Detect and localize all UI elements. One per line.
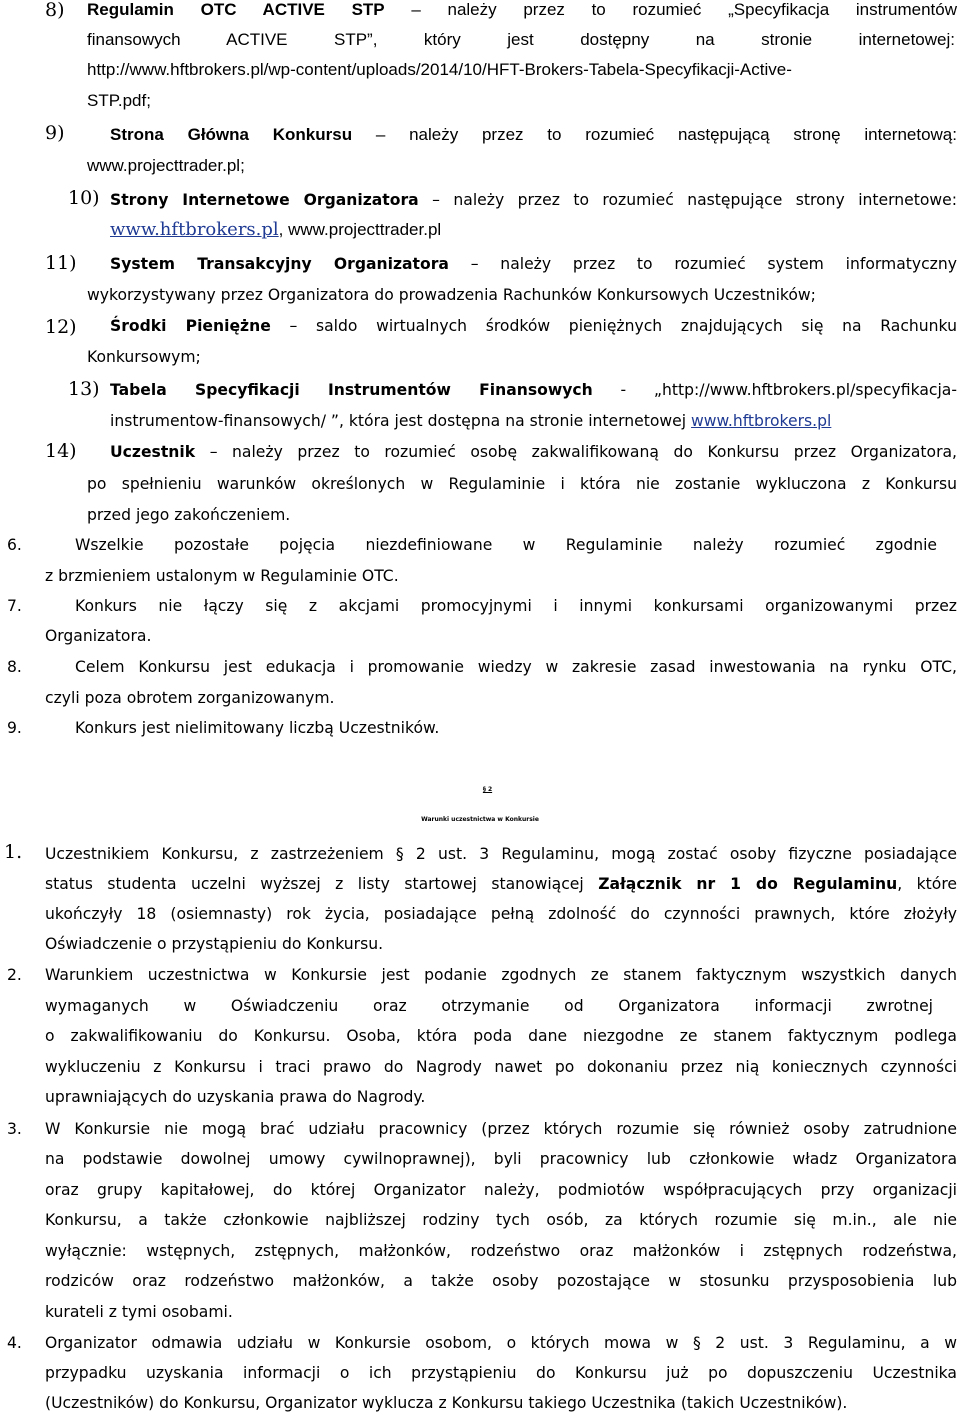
point-line: z brzmieniem ustalonym w Regulaminie OTC. [45,567,399,585]
def-term: Środki Pieniężne [110,317,271,335]
def-term: Tabela Specyfikacji Instrumentów Finansowych [110,381,593,399]
attachment-reference: Załącznik nr 1 do Regulaminu [598,875,898,893]
def-line: instrumentow-finansowych/ ”, która jest dostępna na stronie internetowej www.hftbrokers.pl [110,412,832,430]
def-number: 13) [68,378,100,400]
point-line: Oświadczenie o przystąpieniu do Konkursu. [45,935,384,953]
def-number: 14) [45,440,77,462]
point-number: 1. [4,841,23,863]
def-term: Regulamin OTC ACTIVE STP [87,0,385,19]
def-url: http://www.hftbrokers.pl/wp-content/uploads/2014/10/HFT-Brokers-Tabela-Specyfikacji-Active- [87,60,792,79]
def-line: System Transakcyjny Organizatora – należy przez to rozumieć system informatyczny [110,255,957,273]
def-line: Strony Internetowe Organizatora – należy przez to rozumieć następujące strony internetowe: [110,191,957,209]
def-line: Regulamin OTC ACTIVE STP – należy przez to rozumieć „Specyfikacja instrumentów [87,0,957,19]
point-line: oraz grupy kapitałowej, do której Organizator należy, podmiotów współpracujących przy organizacji [45,1181,957,1199]
point-line: kurateli z tymi osobami. [45,1303,233,1321]
point-number: 8. [7,658,22,676]
def-line: Środki Pieniężne – saldo wirtualnych środków pieniężnych znajdujących się na Rachunku [110,317,957,335]
def-line: Tabela Specyfikacji Instrumentów Finansowych - „http://www.hftbrokers.pl/specyfikacja- [110,381,957,399]
point-line: o zakwalifikowaniu do Konkursu. Osoba, która poda dane niezgodne ze stanem faktycznym podlega [45,1027,957,1045]
def-term: System Transakcyjny Organizatora [110,255,449,273]
def-line: www.hftbrokers.pl, www.projecttrader.pl [110,219,442,240]
point-line: Warunkiem uczestnictwa w Konkursie jest podanie zgodnych ze stanem faktycznym wszystkich danych [45,966,957,984]
hftbrokers-link[interactable]: www.hftbrokers.pl [691,412,832,430]
point-line: status studenta uczelni wyższej z listy startowej stanowiącej Załącznik nr 1 do Regulaminu, które [45,875,957,893]
point-line: Konkurs jest nielimitowany liczbą Uczestników. [75,719,440,737]
point-line: rodziców oraz rodzeństwo małżonków, a także osoby pozostające w stosunku przysposobienia lub [45,1272,957,1290]
point-line: Celem Konkursu jest edukacja i promowanie wiedzy w zakresie zasad inwestowania na rynku OTC, [75,658,957,676]
point-line: ukończyły 18 (osiemnasty) rok życia, posiadające pełną zdolność do czynności prawnych, które złożyły [45,905,957,923]
point-line: Wszelkie pozostałe pojęcia niezdefiniowane w Regulaminie należy rozumieć zgodnie [75,536,937,554]
def-line: po spełnieniu warunków określonych w Regulaminie i która nie zostanie wykluczona z Konkursu [87,475,957,493]
point-line: przypadku uzyskania informacji o ich przystąpieniu do Konkursu już po dopuszczeniu Uczestnika [45,1364,957,1382]
def-line: Strona Główna Konkursu – należy przez to rozumieć następującą stronę internetową: [110,125,957,144]
def-line: przed jego zakończeniem. [87,506,291,524]
def-line: STP.pdf; [87,91,151,110]
point-line: Uczestnikiem Konkursu, z zastrzeżeniem § 2 ust. 3 Regulaminu, mogą zostać osoby fizyczne posiadające [45,845,957,863]
point-number: 3. [7,1120,22,1138]
point-line: Organizator odmawia udziału w Konkursie osobom, o których mowa w § 2 ust. 3 Regulaminu, a w [45,1334,957,1352]
def-number: 12) [45,316,77,338]
def-term: Uczestnik [110,443,196,461]
point-line: wymaganych w Oświadczeniu oraz otrzymanie od Organizatora informacji zwrotnej [45,997,933,1015]
def-line: finansowych ACTIVE STP”, który jest dostępny na stronie internetowej: [87,30,955,49]
def-line: Uczestnik – należy przez to rozumieć osobę zakwalifikowaną do Konkursu przez Organizatora, [110,443,957,461]
def-term: Strony Internetowe Organizatora [110,191,419,209]
point-line: wykluczeniu z Konkursu i traci prawo do Nagrody nawet po dokonaniu przez nią koniecznych czynności [45,1058,957,1076]
section-title: Warunki uczestnictwa w Konkursie [421,816,539,823]
point-line: uprawniających do uzyskania prawa do Nagrody. [45,1088,426,1106]
point-line: Organizatora. [45,627,152,645]
point-line: (Uczestników) do Konkursu, Organizator wyklucza z Konkursu takiego Uczestnika (takich Uczestników). [45,1394,848,1412]
def-term: Strona Główna Konkursu [110,125,353,144]
point-line: Konkurs nie łączy się z akcjami promocyjnymi i innymi konkursami organizowanymi przez [75,597,957,615]
section-symbol: § 2 [482,786,493,793]
def-number: 9) [45,122,65,144]
def-line: www.projecttrader.pl; [87,156,245,175]
def-number: 11) [45,252,77,274]
point-number: 2. [7,966,22,984]
point-number: 6. [7,536,22,554]
point-line: na podstawie dowolnej umowy cywilnoprawnej), byli pracownicy lub członkowie władz Organizatora [45,1150,957,1168]
def-line: Konkursowym; [87,348,201,366]
def-number: 8) [45,0,65,21]
def-line: wykorzystywany przez Organizatora do prowadzenia Rachunków Konkursowych Uczestników; [87,286,816,304]
point-line: Konkursu, a także członkowie najbliższej rodziny tych osób, za których rozumie się m.in., ale nie [45,1211,957,1229]
def-number: 10) [68,187,100,209]
point-number: 4. [7,1334,22,1352]
hftbrokers-link[interactable]: www.hftbrokers.pl [110,219,279,240]
point-line: czyli poza obrotem zorganizowanym. [45,689,335,707]
point-number: 7. [7,597,22,615]
point-line: wyłącznie: wstępnych, zstępnych, małżonków, rodzeństwo oraz małżonków i zstępnych rodzeństwa, [45,1242,957,1260]
point-line: W Konkursie nie mogą brać udziału pracownicy (przez których rozumie się również osoby zatrudnione [45,1120,957,1138]
point-number: 9. [7,719,22,737]
